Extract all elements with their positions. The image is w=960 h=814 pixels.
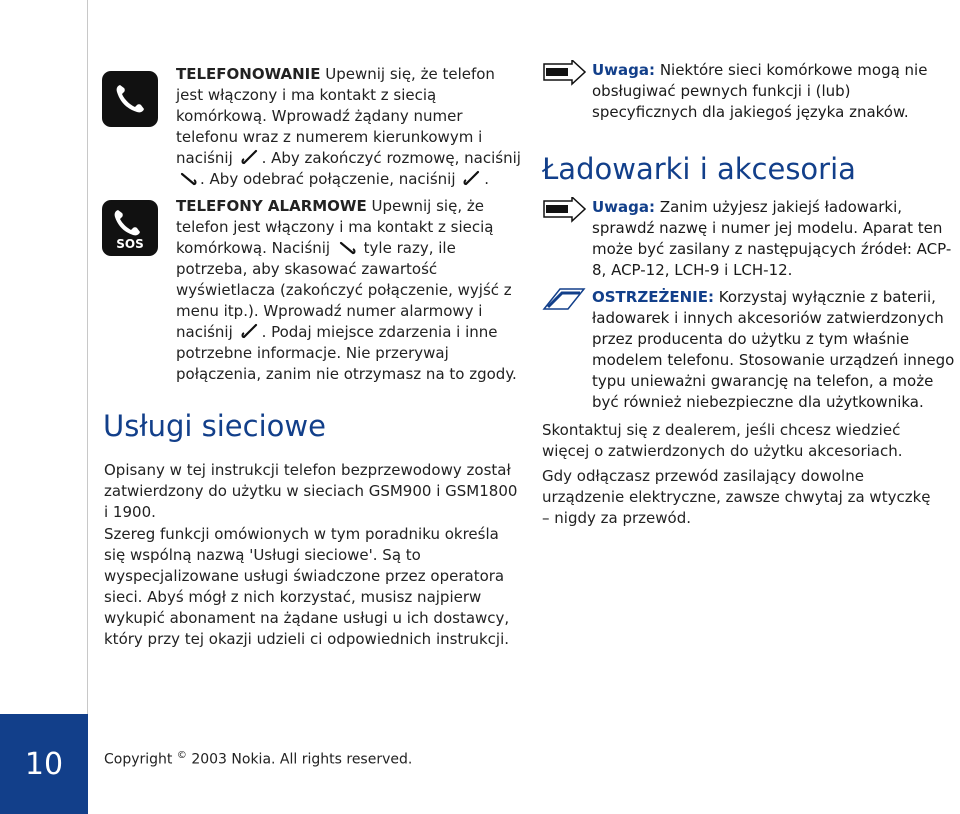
end-key-icon-clear — [337, 239, 357, 257]
network-services-heading: Usługi sieciowe — [103, 409, 326, 443]
accessories-paragraph-1: Skontaktuj się z dealerem, jeśli chcesz wiedzieć więcej o zatwierdzonych do użytku akcesoriach. — [542, 421, 903, 460]
warning-hand-icon — [542, 287, 586, 313]
emergency-instructions — [176, 196, 526, 385]
page-number: 10 — [0, 714, 88, 814]
call-key-icon-emergency — [240, 323, 260, 341]
calling-text-1: Upewnij się, że telefon jest włączony i ma kontakt z siecią komórkową. Wprowadź żądany numer telefonu wraz z numerem kierunkowym i naciśnij — [176, 65, 495, 167]
calling-instructions — [176, 64, 526, 190]
calling-text-4: . — [484, 170, 490, 188]
calling-text-2: . Aby zakończyć rozmowę, naciśnij — [261, 149, 521, 167]
emergency-text-2: tyle razy, ile potrzeba, aby skasować zawartość wyświetlacza (zakończyć połączenie, wyjść z menu itp.). Wprowadź numer alarmowy i naciśnij — [176, 239, 512, 341]
copyright-post: 2003 Nokia. All rights reserved. — [191, 751, 413, 768]
copyright-pre: Copyright — [104, 751, 173, 768]
calling-text-3: . Aby odebrać połączenie, naciśnij — [200, 170, 456, 188]
chargers-heading: Ładowarki i akcesoria — [542, 152, 856, 186]
warning-note — [542, 287, 960, 413]
copyright-symbol: © — [176, 750, 187, 761]
warning-label: OSTRZEŻENIE: — [592, 288, 714, 306]
charger-note — [542, 197, 954, 281]
call-key-icon-answer — [462, 170, 482, 188]
end-key-icon — [178, 170, 198, 188]
note-text: Zanim użyjesz jakiejś ładowarki, sprawdź nazwę i numer jej modelu. Aparat ten może być zasilany z następujących źródeł: ACP-8, ACP-12, LCH-9 i LCH-12. — [592, 198, 952, 279]
network-note — [542, 60, 952, 123]
sos-phone-icon — [102, 200, 158, 256]
note-label: Uwaga: — [592, 198, 656, 216]
accessories-paragraph-2: Gdy odłączasz przewód zasilający dowolne urządzenie elektryczne, zawsze chwytaj za wtyczkę – nigdy za przewód. — [542, 467, 931, 527]
network-paragraph-2: Szereg funkcji omówionych w tym poradniku określa się wspólną nazwą 'Usługi sieciowe'. Są to wyspecjalizowane usługi świadczone przez operatora sieci. Abyś mógł z nich korzystać, musisz najpierw wykupić abonament na żądane usługi u ich dostawcy, który przy tej okazji udzieli ci odpowiednich instrukcji. — [104, 525, 510, 648]
call-key-icon — [240, 149, 260, 167]
copyright-notice — [104, 750, 412, 768]
sos-label: SOS — [116, 237, 144, 250]
note-hand-icon — [542, 60, 586, 86]
network-paragraph-1: Opisany w tej instrukcji telefon bezprzewodowy został zatwierdzony do użytku w sieciach GSM900 i GSM1800 i 1900. — [104, 461, 518, 521]
emergency-text-1: Upewnij się, że telefon jest włączony i ma kontakt z siecią komórkową. Naciśnij — [176, 197, 494, 257]
note-label: Uwaga: — [592, 61, 656, 79]
calling-label: TELEFONOWANIE — [176, 65, 321, 83]
warning-text: Korzystaj wyłącznie z baterii, ładowarek i innych akcesoriów zatwierdzonych przez producenta do użytku z tym właśnie modelem telefonu. Stosowanie urządzeń innego typu unieważni gwarancję na telefon, a może być również niebezpieczne dla użytkownika. — [592, 288, 955, 411]
note-hand-icon — [542, 197, 586, 223]
note-text: Niektóre sieci komórkowe mogą nie obsługiwać pewnych funkcji i (lub) specyficznych dla jakiegoś języka znaków. — [592, 61, 928, 121]
emergency-label: TELEFONY ALARMOWE — [176, 197, 367, 215]
phone-icon — [102, 71, 158, 127]
emergency-text-3: . Podaj miejsce zdarzenia i inne potrzebne informacje. Nie przerywaj połączenia, zanim nie otrzymasz na to zgody. — [176, 323, 517, 383]
margin-rule — [87, 0, 88, 814]
